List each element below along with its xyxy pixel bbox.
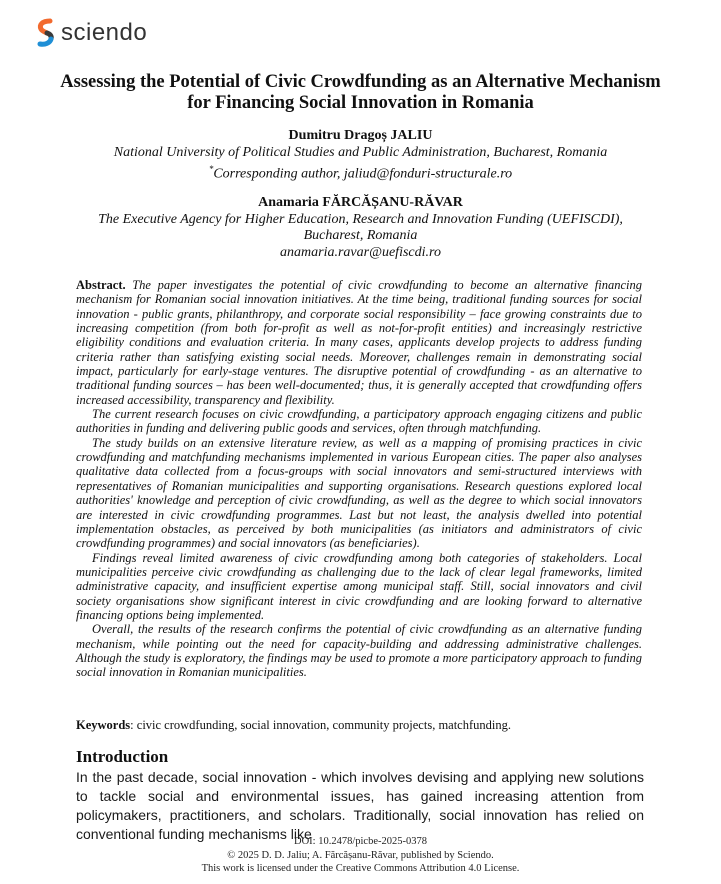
abstract-label: Abstract. xyxy=(76,278,126,292)
publisher-logo xyxy=(36,18,147,48)
keywords xyxy=(76,718,511,733)
abstract-paragraph xyxy=(76,278,642,407)
brand-name: sciendo xyxy=(61,19,148,46)
corresponding-text: Corresponding author, jaliud@fonduri-structurale.ro xyxy=(213,166,513,182)
author-affiliation-line2: Bucharest, Romania xyxy=(303,228,418,243)
footer-doi: DOI: 10.2478/picbe-2025-0378 xyxy=(294,836,427,847)
author-name: Anamaria FĂRCĂȘANU-RĂVAR xyxy=(258,195,463,210)
corresponding-author xyxy=(60,161,661,183)
footer-copyright: © 2025 D. D. Jaliu; A. Fărcășanu-Răvar, published by Sciendo. xyxy=(227,849,494,861)
author-email: anamaria.ravar@uefiscdi.ro xyxy=(280,244,441,260)
abstract-paragraph: The study builds on an extensive literature review, as well as a mapping of promising practices in civic crowdfunding and matchfunding mechanisms implemented in various European cities. The paper also analyses qualitative data collected from a focus-groups with social innovators and semi-structured interviews with representatives of Romanian municipalities and supporting organisations. Research questions explored local authorities' knowledge and perception of civic crowdfunding, as well as the degree to which social innovators are interested in civic crowdfunding programmes. Last but not least, the analysis dwelled into potential implementation obstacles, as perceived by both municipalities (as initiators and administrators of civic crowdfunding programmes) and social innovators (as beneficiaries). xyxy=(76,435,642,551)
abstract xyxy=(76,278,642,680)
keywords-label: Keywords xyxy=(76,718,131,732)
footer-license: This work is licensed under the Creative Commons Attribution 4.0 License. xyxy=(201,863,520,874)
paper-title: Assessing the Potential of Civic Crowdfunding as an Alternative Mechanism for Financing Social Innovation in Romania xyxy=(60,72,661,113)
introduction-text: In the past decade, social innovation - which involves devising and applying new solutions to tackle social and environmental issues, has gained increasing attention from policymakers, practitioners, and scholars. Traditionally, social innovation has relied on conventional funding mechanisms like xyxy=(76,769,644,842)
author-block-2 xyxy=(60,195,661,261)
section-heading-introduction: Introduction xyxy=(76,747,169,766)
abstract-paragraph: The current research focuses on civic crowdfunding, a participatory approach engaging citizens and public authorities in funding and delivering public goods and services, often through matchfunding. xyxy=(76,407,642,436)
author-block-1 xyxy=(60,128,661,183)
author-affiliation-line1: The Executive Agency for Higher Education, Research and Innovation Funding (UEFISCDI), xyxy=(98,211,623,227)
page-footer xyxy=(60,835,661,876)
keywords-text: : civic crowdfunding, social innovation, community projects, matchfunding. xyxy=(130,718,511,732)
sciendo-logo-icon xyxy=(36,18,56,48)
author-affiliation: National University of Political Studies and Public Administration, Bucharest, Romania xyxy=(113,144,608,160)
author-name: Dumitru Dragoș JALIU xyxy=(288,128,433,143)
abstract-text: The paper investigates the potential of civic crowdfunding to become an alternative financing mechanism for Romanian social innovation initiatives. At the time being, traditional funding sources for social innovation - public grants, philanthropy, and corporate social responsibility – face growing constraints due to increasing competition (from both for-profit as well as not-for-profit entities) and increasingly restrictive eligibility conditions and evaluation criteria. In many cases, applicants develop projects to address funding criteria rather than satisfying existing social needs. Moreover, challenges remain in demonstrating social impact, particularly for early-stage ventures. The disruptive potential of crowdfunding - as an alternative to traditional funding sources – has been well-documented; thus, it is generally accepted that crowdfunding offers increased accessibility, transparency and flexibility. xyxy=(76,278,642,407)
corresponding-mark: * xyxy=(208,164,214,174)
abstract-paragraph: Overall, the results of the research confirms the potential of civic crowdfunding as an alternative funding mechanism, while pointing out the need for capacity-building and addressing administrative challenges. Although the study is exploratory, the findings may be used to promote a more participatory approach to funding social innovation in Romanian municipalities. xyxy=(76,622,642,680)
abstract-paragraph: Findings reveal limited awareness of civic crowdfunding among both categories of stakeholders. Local municipalities perceive civic crowdfunding as challenging due to the lack of clear legal frameworks, limited administrative capacity, and insufficient expertise among municipal staff. Still, social innovators and civil society organisations show significant interest in civic crowdfunding and are looking forward to alternative financing options being implemented. xyxy=(76,550,642,622)
